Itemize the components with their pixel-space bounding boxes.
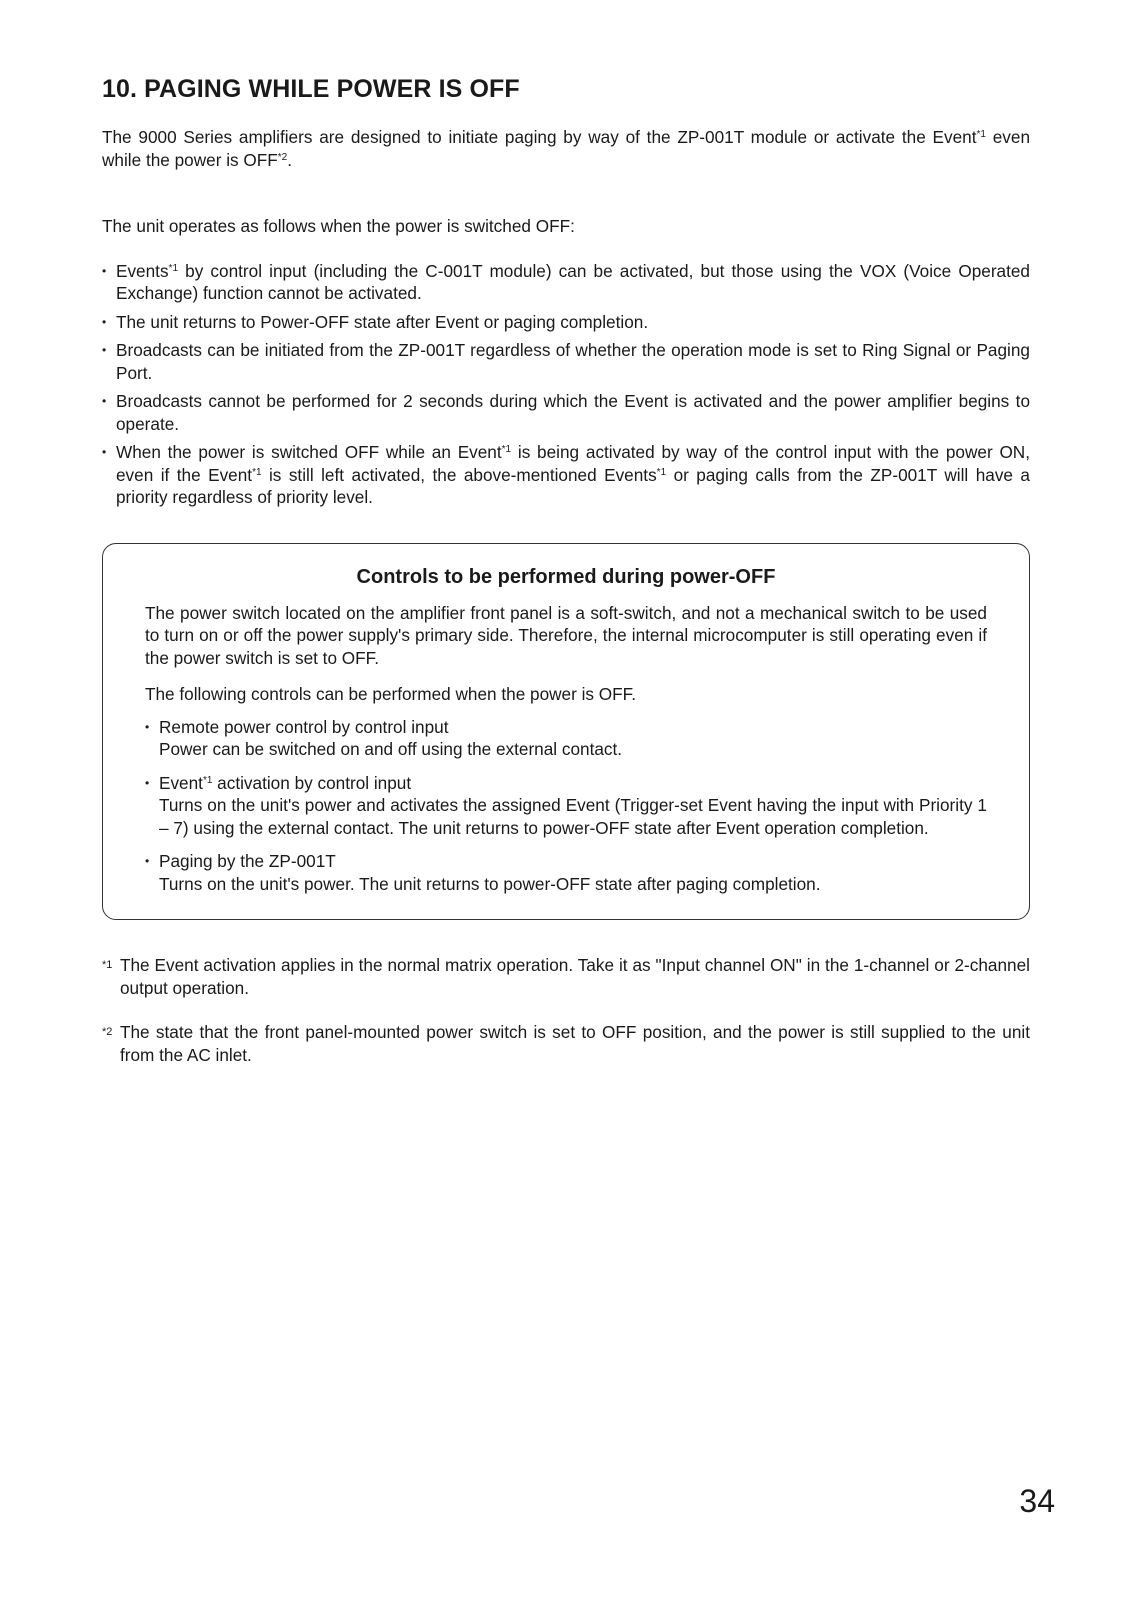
intro-text-c: . [287, 149, 292, 170]
page-title: 10. PAGING WHILE POWER IS OFF [102, 75, 520, 103]
list-item [145, 716, 987, 761]
page-number: 34 [1019, 1483, 1055, 1519]
controls-list [145, 716, 987, 896]
list-item: • When the power is switched OFF while an Event$^{*1}$ is being activated by way of the control input with the power ON, even if the Event$^{*1}$ is still left activated, the above-mentioned Events$^{*1}$ or paging calls from the ZP-001T will have a priority regardless of priority level. [102, 441, 1030, 509]
list-item: • Broadcasts cannot be performed for 2 seconds during which the Event is activated and the power amplifier begins to operate. [102, 390, 1030, 435]
lead-paragraph: The unit operates as follows when the power is switched OFF: [102, 216, 575, 236]
box-paragraph: The following controls can be performed when the power is OFF. [145, 684, 637, 704]
intro-text-a: The 9000 Series amplifiers are designed to initiate paging by way of the ZP-001T module or activate the Event [102, 127, 977, 147]
list-item: • The unit returns to Power-OFF state after Event or paging completion. [102, 311, 1030, 334]
item-title: • Event$^{*1}$ activation by control input [159, 772, 412, 793]
page-content [102, 74, 1030, 1088]
item-desc: Turns on the unit's power. The unit returns to power-OFF state after paging completion. [159, 873, 821, 894]
footnote-ref: *1 [252, 466, 262, 478]
footnote-mark: *1 [102, 959, 113, 971]
list-item: • Broadcasts can be initiated from the ZP-001T regardless of whether the operation mode is set to Ring Signal or Paging Port. [102, 339, 1030, 384]
footnote-ref: *1 [976, 129, 986, 140]
intro-paragraph [102, 126, 1030, 171]
box-heading: Controls to be performed during power-OFF [356, 565, 776, 588]
footnote-ref: *1 [168, 262, 178, 274]
operation-list [102, 260, 1030, 509]
item-title: • Paging by the ZP-001T [159, 851, 336, 871]
power-off-controls-box [102, 543, 1030, 921]
intro-text-b: even while the power is OFF [102, 127, 1030, 170]
item-title: • Remote power control by control input [159, 716, 449, 737]
item-desc: Power can be switched on and off using the external contact. [159, 739, 623, 759]
list-item [145, 772, 987, 840]
box-paragraph: The power switch located on the amplifier front panel is a soft-switch, and not a mechanical switch to be used to turn on or off the power supply's primary side. Therefore, the internal microcomputer is still operating even if the power switch is set to OFF. [145, 602, 987, 668]
footnote: *1 The Event activation applies in the normal matrix operation. Take it as "Input channel ON" in the 1-channel or 2-channel output operation. [102, 955, 1030, 998]
list-item: • Events$^{*1}$ by control input (including the C-001T module) can be activated, but those using the VOX (Voice Operated Exchange) function cannot be activated. [102, 260, 1030, 305]
item-desc: Turns on the unit's power and activates the assigned Event (Trigger-set Event having the input with Priority 1 – 7) using the external contact. The unit returns to power-OFF state after Event operation completion. [159, 795, 987, 838]
footnotes [102, 954, 1030, 1066]
footnote-ref: *1 [501, 444, 512, 455]
footnote-mark: *2 [102, 1026, 113, 1038]
list-item [145, 850, 987, 895]
footnote-ref: *1 [202, 774, 213, 786]
footnote-ref: *2 [277, 151, 288, 163]
footnote-ref: *1 [656, 466, 667, 478]
footnote: *2 The state that the front panel-mounted power switch is set to OFF position, and the power is still supplied to the unit from the AC inlet. [102, 1022, 1030, 1065]
